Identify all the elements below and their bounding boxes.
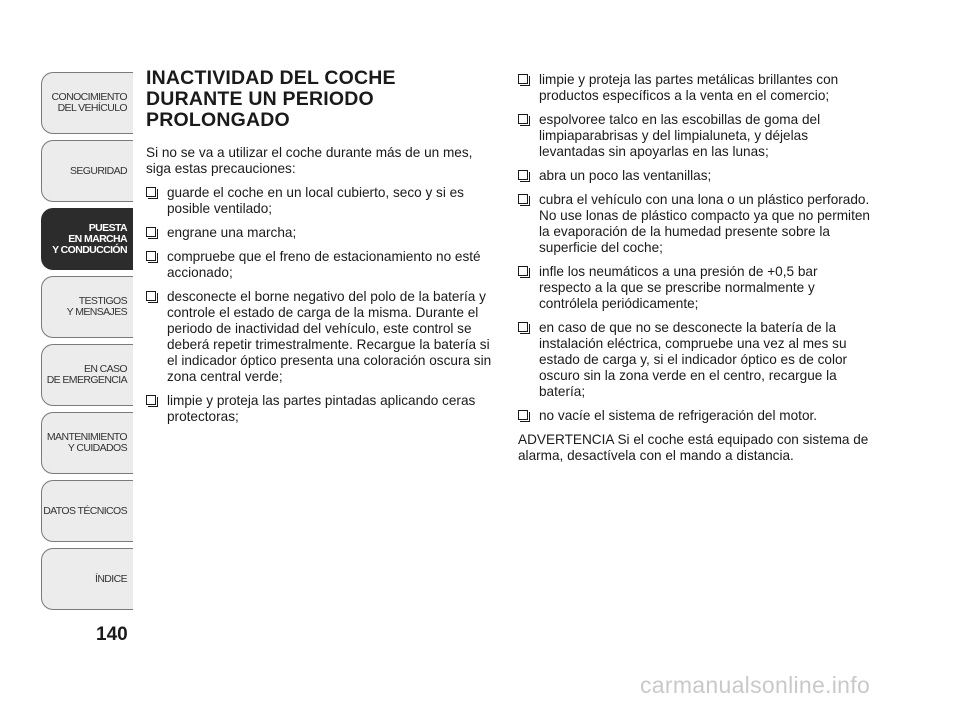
list-item: [146, 393, 496, 425]
left-column: [146, 68, 496, 433]
checkbox-bullet-icon: [518, 410, 528, 420]
section-tab[interactable]: [41, 344, 133, 406]
page-number: 140: [96, 624, 128, 645]
section-tab[interactable]: [41, 208, 133, 270]
section-tab-label-line: EN CASO: [83, 363, 127, 375]
list-item-text: guarde el coche en un local cubierto, seco y si es posible ventilado;: [167, 185, 464, 216]
checkbox-bullet-icon: [518, 170, 528, 180]
list-item-text: limpie y proteja las partes pintadas aplicando ceras protectoras;: [167, 393, 476, 424]
list-item-text: infle los neumáticos a una presión de +0,5 bar respecto a la que se prescribe normalmente y contrólela periódicamente;: [539, 264, 818, 311]
list-item: [146, 249, 496, 281]
section-tabs: [41, 72, 133, 616]
section-tab-label-line: Y CUIDADOS: [67, 442, 127, 454]
list-item-text: engrane una marcha;: [167, 225, 297, 240]
section-tab-label-line: ÍNDICE: [95, 572, 127, 585]
checkbox-bullet-icon: [518, 266, 528, 276]
section-tab-label-line: MANTENIMIENTO: [46, 431, 127, 443]
checkbox-bullet-icon: [146, 227, 156, 237]
section-tab-label-line: CONOCIMIENTO: [51, 91, 127, 103]
section-tab[interactable]: [41, 412, 133, 474]
section-tab[interactable]: [41, 140, 133, 202]
right-column: [518, 72, 870, 472]
warning-note: ADVERTENCIA Si el coche está equipado con sistema de alarma, desactívela con el mando a distancia.: [518, 432, 869, 463]
list-item: [518, 264, 870, 312]
section-tab-label-line: EN MARCHA: [68, 232, 127, 245]
checkbox-bullet-icon: [146, 187, 156, 197]
section-tab-label: [43, 506, 127, 517]
list-item: [146, 185, 496, 217]
checkbox-bullet-icon: [518, 114, 528, 124]
section-tab-label: [70, 166, 127, 177]
list-item-text: compruebe que el freno de estacionamiento no esté accionado;: [167, 249, 481, 280]
section-tab-label: [95, 574, 127, 585]
section-tab-label-line: SEGURIDAD: [69, 164, 127, 177]
section-tab[interactable]: [41, 548, 133, 610]
watermark: carmanualsonline.info: [640, 672, 871, 698]
precautions-list-left: [146, 185, 496, 425]
checkbox-bullet-icon: [518, 194, 528, 204]
section-tab-label-line: DEL VEHÍCULO: [57, 102, 127, 114]
intro-paragraph: Si no se va a utilizar el coche durante más de un mes, siga estas precauciones:: [146, 145, 473, 176]
section-tab[interactable]: [41, 276, 133, 338]
section-tab-label: [52, 92, 127, 114]
page-title: INACTIVIDAD DEL COCHE DURANTE UN PERIODO PROLONGADO: [146, 67, 396, 131]
list-item-text: no vacíe el sistema de refrigeración del motor.: [539, 408, 818, 423]
checkbox-bullet-icon: [518, 74, 528, 84]
list-item: [518, 408, 870, 424]
section-tab-label-line: DE EMERGENCIA: [46, 374, 127, 386]
section-tab-label-line: TESTIGOS: [78, 295, 127, 307]
checkbox-bullet-icon: [146, 395, 156, 405]
list-item-text: cubra el vehículo con una lona o un plástico perforado. No use lonas de plástico compacto ya que no permiten la evaporación de la humedad presente sobre la superficie del coche;: [539, 192, 870, 255]
section-tab-label: [67, 296, 127, 318]
list-item: [518, 320, 870, 400]
checkbox-bullet-icon: [146, 251, 156, 261]
list-item-text: en caso de que no se desconecte la batería de la instalación eléctrica, compruebe una vez al mes su estado de carga y, si el indicador óptico es de color oscuro sin la zona verde en el centro, recargue la batería;: [539, 320, 848, 399]
section-tab-label: [47, 432, 127, 454]
section-tab-label: [47, 364, 127, 386]
list-item: [518, 192, 870, 256]
list-item: [518, 72, 870, 104]
section-tab-label-line: Y MENSAJES: [66, 306, 127, 318]
list-item-text: abra un poco las ventanillas;: [539, 168, 712, 183]
list-item: [518, 112, 870, 160]
section-tab-label-line: Y CONDUCCIÓN: [52, 243, 127, 256]
section-tab[interactable]: [41, 480, 133, 542]
section-tab-label-line: PUESTA: [88, 221, 127, 234]
section-tab[interactable]: [41, 72, 133, 134]
list-item-text: desconecte el borne negativo del polo de la batería y controle el estado de carga de la misma. Durante el periodo de inactividad del vehículo, este control se deberá repetir trimestralmente. Recargue la batería si el indicador óptico presenta una coloración oscura sin zona central verde;: [167, 289, 492, 384]
checkbox-bullet-icon: [146, 291, 156, 301]
list-item: [146, 289, 496, 385]
list-item-text: espolvoree talco en las escobillas de goma del limpiaparabrisas y del limpialuneta, y déjelas levantadas sin apoyarlas en las lunas;: [539, 112, 821, 159]
section-tab-label-line: DATOS TÉCNICOS: [43, 504, 127, 517]
list-item-text: limpie y proteja las partes metálicas brillantes con productos específicos a la venta en el comercio;: [539, 72, 839, 103]
list-item: [146, 225, 496, 241]
list-item: [518, 168, 870, 184]
section-tab-label: [52, 223, 127, 256]
precautions-list-right: [518, 72, 870, 424]
checkbox-bullet-icon: [518, 322, 528, 332]
